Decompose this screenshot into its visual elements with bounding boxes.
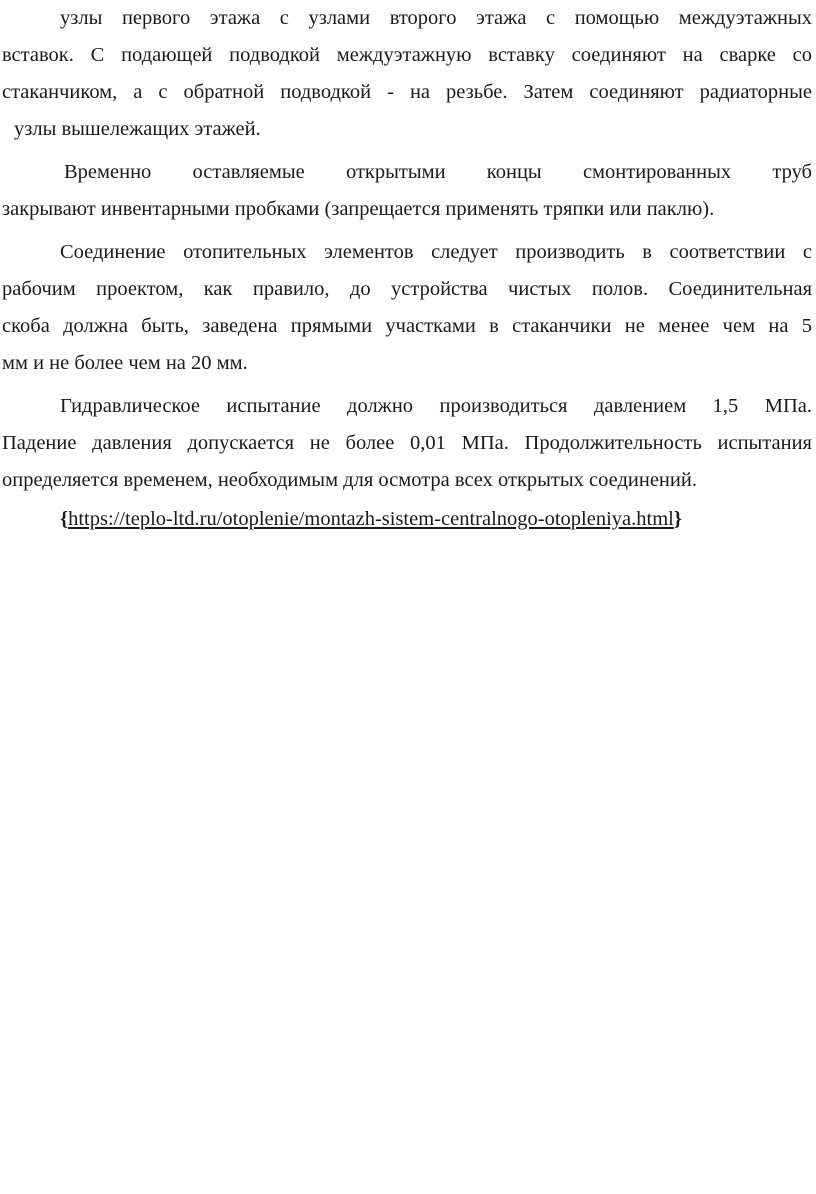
- paragraph-3-line-3: скоба должна быть, заведена прямыми участками в стаканчики не менее чем на 5: [2, 315, 812, 337]
- source-link-close-brace: }: [673, 508, 682, 530]
- paragraph-2: [2, 154, 812, 228]
- paragraph-4-line-1: Гидравлическое испытание должно производиться давлением 1,5 МПа.: [60, 395, 812, 417]
- source-link[interactable]: https://teplo-ltd.ru/otoplenie/montazh-sistem-centralnogo-otopleniya.html: [68, 508, 674, 530]
- paragraph-3: [2, 234, 812, 382]
- paragraph-4-line-2: Падение давления допускается не более 0,01 МПа. Продолжительность испытания: [2, 432, 812, 454]
- paragraph-2-line-1: Временно оставляемые открытыми концы смонтированных труб: [64, 161, 812, 183]
- paragraph-1-line-4: узлы вышележащих этажей.: [14, 118, 261, 140]
- paragraph-3-line-2: рабочим проектом, как правило, до устройства чистых полов. Соединительная: [2, 278, 812, 300]
- paragraph-4: [2, 388, 812, 499]
- paragraph-1-line-1: узлы первого этажа с узлами второго этажа с помощью междуэтажных: [60, 7, 812, 29]
- document-body: [2, 0, 812, 538]
- paragraph-3-line-4: мм и не более чем на 20 мм.: [2, 352, 248, 374]
- paragraph-1: [2, 0, 812, 148]
- source-link-line: [2, 501, 812, 538]
- source-link-open-brace: {: [60, 508, 69, 530]
- paragraph-1-line-2: вставок. С подающей подводкой междуэтажную вставку соединяют на сварке со: [2, 44, 812, 66]
- paragraph-1-line-3: стаканчиком, а с обратной подводкой - на резьбе. Затем соединяют радиаторные: [2, 81, 812, 103]
- paragraph-3-line-1: Соединение отопительных элементов следует производить в соответствии с: [60, 241, 812, 263]
- paragraph-2-line-2: закрывают инвентарными пробками (запрещается применять тряпки или паклю).: [2, 198, 715, 220]
- paragraph-4-line-3: определяется временем, необходимым для осмотра всех открытых соединений.: [2, 469, 697, 491]
